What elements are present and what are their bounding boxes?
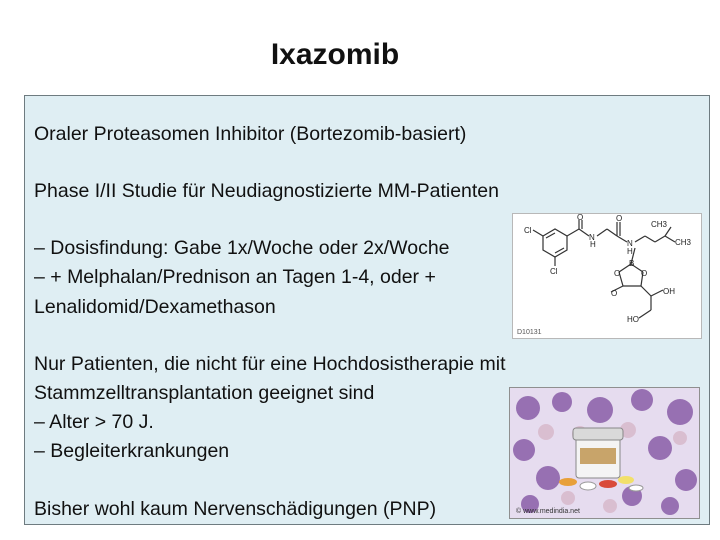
atom-o-4: O xyxy=(641,269,648,278)
text-line-7: Stammzelltransplantation geeignet sind xyxy=(34,382,375,404)
page-title: Ixazomib xyxy=(270,38,400,71)
atom-cl-1: Cl xyxy=(524,226,532,235)
chemical-structure-image xyxy=(512,213,702,339)
photo-watermark: © www.medindia.net xyxy=(516,508,580,515)
atom-o-2: O xyxy=(616,214,623,223)
atom-ch3-2: CH3 xyxy=(675,238,692,247)
photo-drawing xyxy=(510,388,699,518)
text-line-4: – + Melphalan/Prednison an Tagen 1-4, oder + xyxy=(34,266,436,288)
atom-o-5: O xyxy=(611,289,618,298)
atom-o-3: O xyxy=(614,269,621,278)
atom-oh-1: OH xyxy=(663,287,675,296)
atom-o-1: O xyxy=(577,214,584,222)
text-line-9: – Begleiterkrankungen xyxy=(34,440,230,462)
atom-n-2: N xyxy=(627,239,633,248)
text-line-1: Oraler Proteasomen Inhibitor (Bortezomib-basiert) xyxy=(34,123,467,145)
atom-cl-2: Cl xyxy=(550,267,558,276)
structure-code: D10131 xyxy=(517,329,542,336)
text-line-3: – Dosisfindung: Gabe 1x/Woche oder 2x/Woche xyxy=(34,237,450,259)
text-line-6: Nur Patienten, die nicht für eine Hochdosistherapie mit xyxy=(34,353,506,375)
atom-ch3-1: CH3 xyxy=(651,220,668,229)
structure-drawing xyxy=(513,214,701,338)
text-line-2: Phase I/II Studie für Neudiagnostizierte MM-Patienten xyxy=(34,180,499,202)
atom-b: B xyxy=(629,259,635,268)
atom-ho: HO xyxy=(627,315,639,324)
atom-h-2: H xyxy=(627,247,633,256)
text-line-8: – Alter > 70 J. xyxy=(34,411,154,433)
atom-h-1: H xyxy=(590,240,596,249)
atom-n-1: N xyxy=(589,233,595,242)
text-line-10: Bisher wohl kaum Nervenschädigungen (PNP) xyxy=(34,498,437,520)
text-line-5: Lenalidomid/Dexamethason xyxy=(34,296,276,318)
blood-cells-photo xyxy=(509,387,700,519)
